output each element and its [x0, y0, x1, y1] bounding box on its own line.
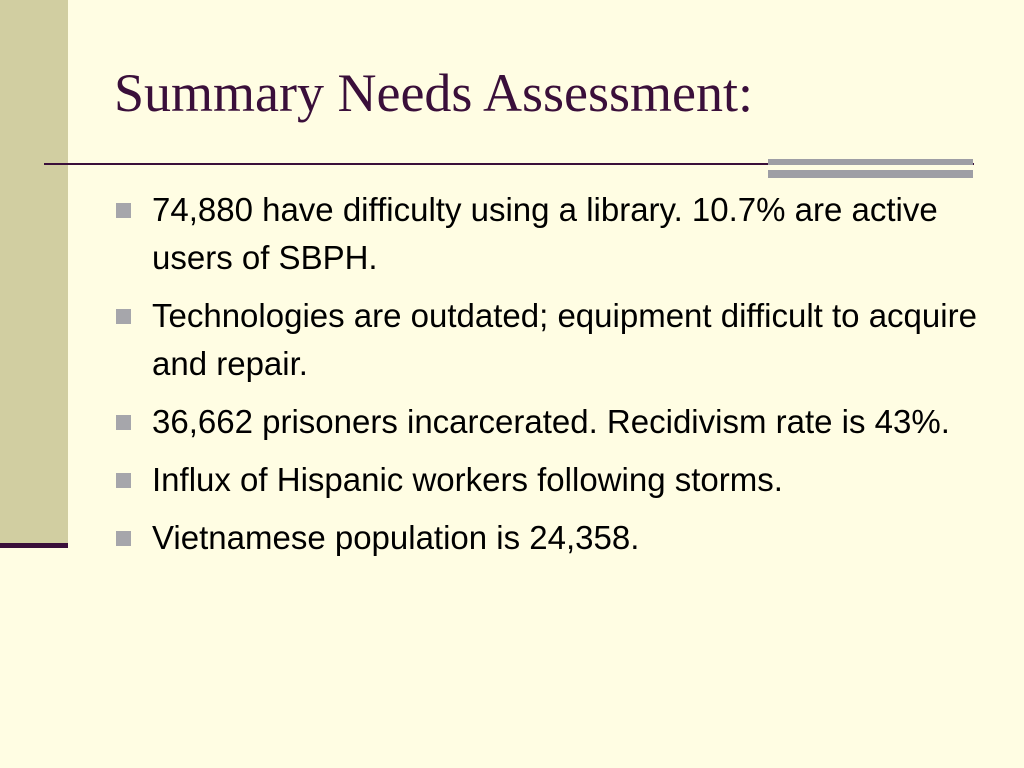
square-bullet-icon [116, 203, 131, 218]
divider-accent-bar-bottom [768, 170, 973, 178]
bullet-item [114, 186, 994, 282]
bullet-text: 36,662 prisoners incarcerated. Recidivism rate is 43%. [152, 403, 950, 440]
divider-accent-bar-top [768, 159, 973, 165]
left-decorative-bar [0, 0, 68, 545]
bullet-item [114, 514, 994, 562]
square-bullet-icon [116, 531, 131, 546]
left-decorative-underline [0, 543, 68, 548]
square-bullet-icon [116, 473, 131, 488]
bullet-text: 74,880 have difficulty using a library. 10.7% are active users of SBPH. [152, 191, 938, 276]
bullet-text: Vietnamese population is 24,358. [152, 519, 640, 556]
bullet-item [114, 456, 994, 504]
square-bullet-icon [116, 415, 131, 430]
bullet-text: Technologies are outdated; equipment difficult to acquire and repair. [152, 297, 977, 382]
bullet-item [114, 398, 994, 446]
square-bullet-icon [116, 309, 131, 324]
bullet-text: Influx of Hispanic workers following storms. [152, 461, 783, 498]
slide-title: Summary Needs Assessment: [114, 63, 753, 123]
bullet-item [114, 292, 994, 388]
bullet-list [114, 186, 994, 572]
